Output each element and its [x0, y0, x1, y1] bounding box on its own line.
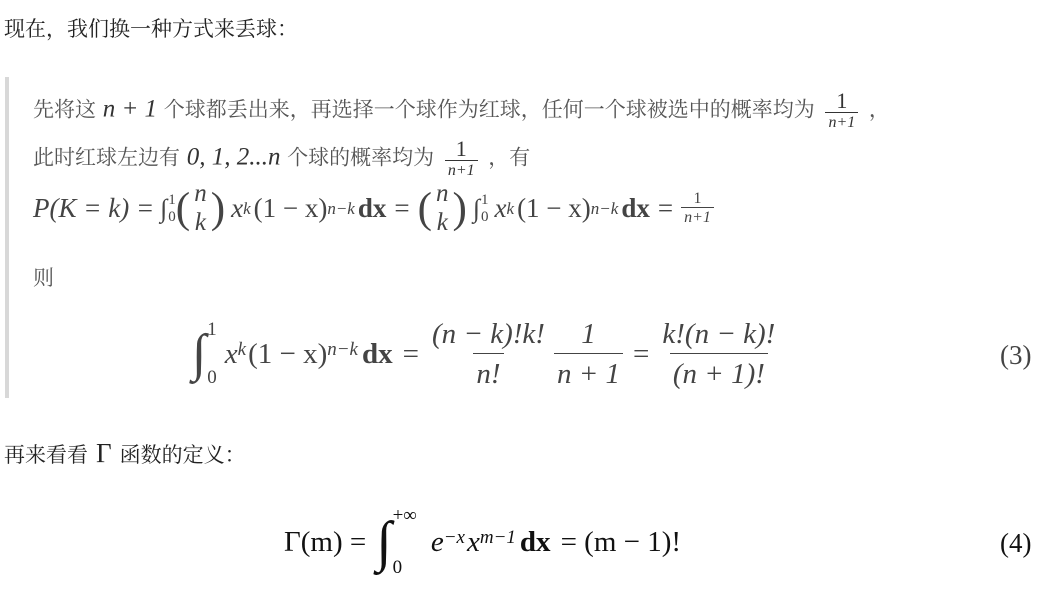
- equation-3: ∫ 1 0 x $^k$ (1 − x) $^{n-k}$ dx = $\frac{(n - k)!k!}{n!}$ $\frac{1}{n + 1}$ = $\frac{k!(n - k)!}{(n + 1)!}$: [192, 312, 778, 396]
- quote-line-2: [33, 138, 530, 179]
- intro-text: 现在，我们换一种方式来丢球：: [4, 17, 298, 41]
- quote-line2-mid: 个球的概率均为: [287, 145, 435, 170]
- quote-line2-suffix: ，有: [488, 145, 531, 170]
- fraction-1-over-n-plus-1: $\frac{1}{n+1}$: [825, 90, 858, 131]
- quote-line1-prefix: 先将这: [33, 97, 96, 122]
- binomial-n-k-b: n k: [436, 180, 449, 236]
- equation-probability: P(K = k) = ∫ 1 0 ( n k ) x k (1 − x) n−k dx = ( n k ) ∫ 1 0 x k (1 − x) n−k dx = $\frac{1}{n+1}$: [33, 180, 714, 238]
- eq1-integral: ∫ 1 0: [160, 192, 176, 225]
- math-0-to-n: 0, 1, 2...n: [186, 143, 281, 171]
- eq3-fraction-1: $\frac{(n - k)!k!}{n!}$: [432, 317, 545, 390]
- gamma-symbol: Γ: [96, 438, 112, 468]
- blockquote-bar: [5, 77, 9, 398]
- quote-line1-mid: 个球都丢出来，再选择一个球作为红球，任何一个球被选中的概率均为: [163, 97, 815, 122]
- quote-line1-suffix: ，: [868, 97, 890, 122]
- left-paren: (: [175, 185, 191, 233]
- eq1-lhs: P(K = k) =: [33, 193, 155, 224]
- quote-line2-prefix: 此时红球左边有: [33, 145, 180, 170]
- math-n-plus-1: n + 1: [102, 95, 158, 123]
- right-paren: ): [210, 185, 226, 233]
- equation-4: Γ(m) = ∫ +∞ 0 e $^{-x}$ x $^{m-1}$ dx = (m − 1)!: [284, 505, 682, 578]
- eq4-lhs: Γ(m) =: [284, 525, 367, 558]
- eq3-integral: ∫ 1 0: [192, 319, 217, 388]
- gamma-intro: 再来看看 Γ 函数的定义：: [4, 438, 246, 468]
- eq4-integral: ∫ +∞ 0: [376, 505, 417, 578]
- eq1-integral-b: ∫ 1 0: [472, 192, 489, 225]
- eq1-tail-fraction: $\frac{1}{n+1}$: [681, 191, 714, 226]
- fraction-1-over-n-plus-1-b: $\frac{1}{n+1}$: [445, 138, 478, 179]
- equation-tag-3: (3): [1000, 340, 1032, 370]
- binomial-n-k: n k: [194, 180, 207, 236]
- eq3-fraction-2: $\frac{1}{n + 1}$: [554, 320, 623, 389]
- equation-tag-4: (4): [1000, 528, 1032, 558]
- eq3-fraction-3: $\frac{k!(n - k)!}{(n + 1)!}$: [662, 317, 776, 390]
- then-text: 则: [33, 266, 54, 290]
- quote-line-1: [33, 90, 890, 131]
